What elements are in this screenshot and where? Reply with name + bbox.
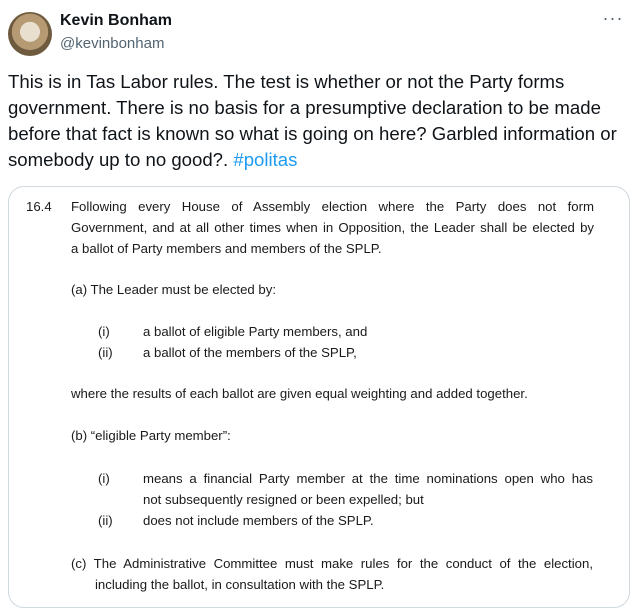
subclause-a-footer: where the results of each ballot are given equal weighting and added together. (71, 386, 528, 401)
b-item-2-line-1: does not include members of the SPLP. (143, 513, 374, 528)
b-item-1-line-2: not subsequently resigned or been expelled; but (143, 492, 424, 507)
b-item-2-number: (ii) (98, 513, 113, 528)
clause-number: 16.4 (26, 199, 52, 214)
b-item-1-line-1: means a financial Party member at the time nominations open who has (143, 471, 593, 486)
hashtag-link[interactable]: #politas (233, 149, 298, 170)
tweet-header (0, 0, 637, 70)
subclause-b-heading: (b) “eligible Party member”: (71, 428, 231, 443)
attached-image[interactable] (8, 186, 630, 608)
intro-line-2: Government, and at all other times when in Opposition, the Leader shall be elected by (71, 220, 594, 235)
intro-line-1: Following every House of Assembly election where the Party does not form (71, 199, 594, 214)
subclause-c-line-2: including the ballot, in consultation with the SPLP. (95, 577, 385, 592)
intro-line-3: a ballot of Party members and members of the SPLP. (71, 241, 382, 256)
author-name[interactable]: Kevin Bonham (60, 12, 173, 29)
a-item-1-text: a ballot of eligible Party members, and (143, 324, 368, 339)
more-horizontal-icon[interactable]: ··· (602, 7, 624, 28)
rules-document (9, 187, 629, 607)
avatar[interactable] (8, 12, 52, 56)
author-handle[interactable]: @kevinbonham (60, 35, 165, 52)
tweet-text (8, 69, 630, 173)
a-item-2-number: (ii) (98, 345, 113, 360)
b-item-1-number: (i) (98, 471, 110, 486)
subclause-a-heading: (a) The Leader must be elected by: (71, 282, 277, 297)
subclause-c-line-1: (c) The Administrative Committee must make rules for the conduct of the election, (71, 556, 593, 571)
a-item-1-number: (i) (98, 324, 110, 339)
a-item-2-text: a ballot of the members of the SPLP, (143, 345, 357, 360)
tweet-body-text: This is in Tas Labor rules. The test is whether or not the Party forms government. There is no basis for a presumptive declaration to be made before that fact is known so what is going on here? Garbled information or somebody up to no good?. (8, 71, 617, 170)
